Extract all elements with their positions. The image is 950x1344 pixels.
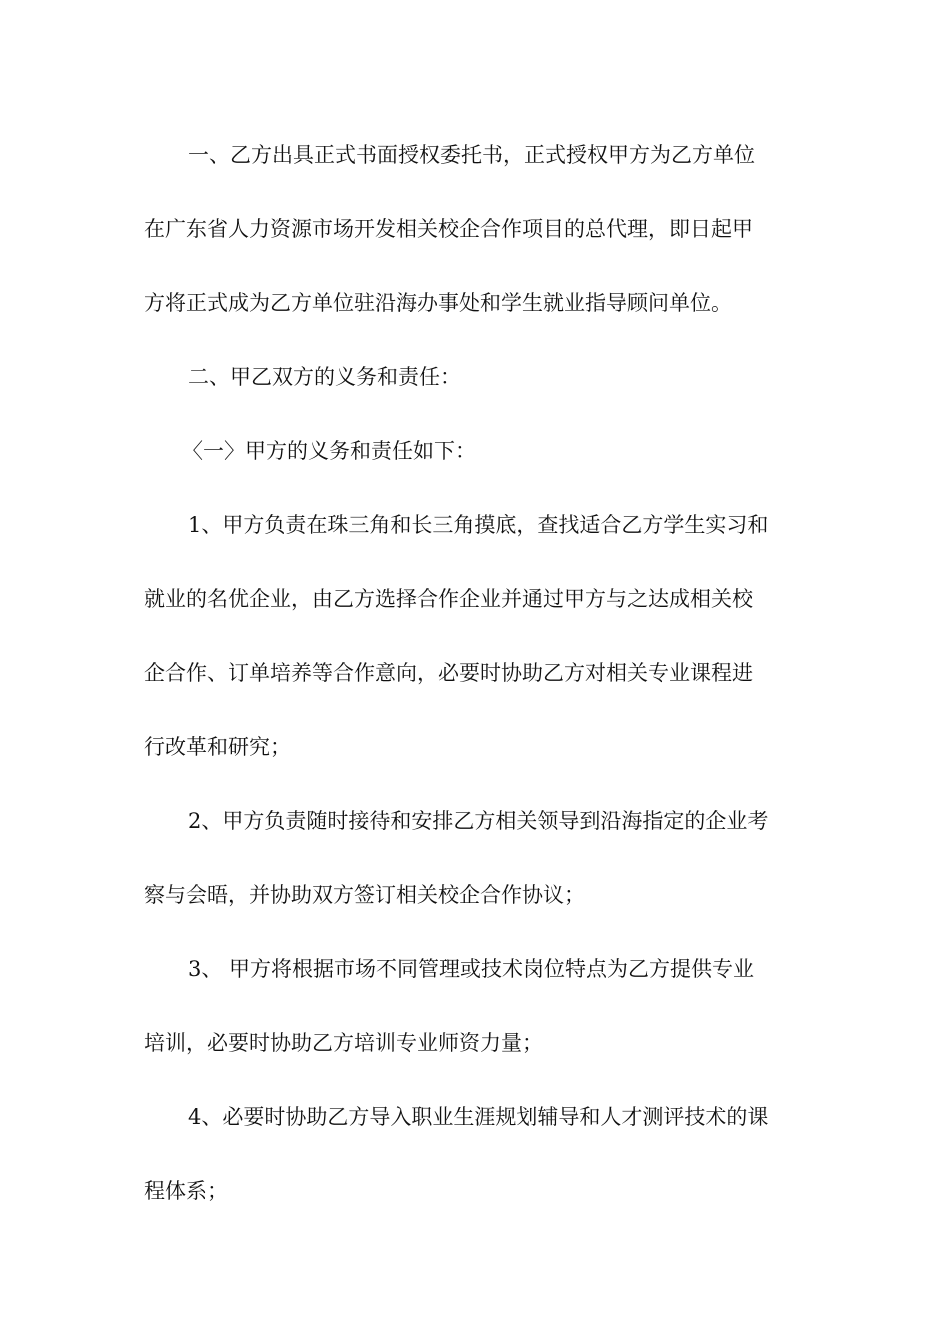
clause-2 bbox=[144, 784, 814, 932]
text-line: 2、甲方负责随时接待和安排乙方相关领导到沿海指定的企业考 bbox=[188, 809, 769, 833]
text-line: 3、 甲方将根据市场不同管理或技术岗位特点为乙方提供专业 bbox=[188, 957, 755, 981]
clause-4 bbox=[144, 1080, 814, 1228]
text-line: 察与会晤，并协助双方签订相关校企合作协议； bbox=[144, 883, 585, 907]
text-line: 企合作、订单培养等合作意向，必要时协助乙方对相关专业课程进 bbox=[144, 661, 753, 685]
text-line: 1、甲方负责在珠三角和长三角摸底，查找适合乙方学生实习和 bbox=[188, 513, 769, 537]
text-line: 4、必要时协助乙方导入职业生涯规划辅导和人才测评技术的课 bbox=[188, 1105, 769, 1129]
text-line: 二、甲乙双方的义务和责任： bbox=[188, 365, 461, 389]
text-line: 就业的名优企业，由乙方选择合作企业并通过甲方与之达成相关校 bbox=[144, 587, 753, 611]
clause-3 bbox=[144, 932, 814, 1080]
text-line: 程体系； bbox=[144, 1179, 228, 1203]
text-line: 行改革和研究； bbox=[144, 735, 291, 759]
text-line: 培训，必要时协助乙方培训专业师资力量； bbox=[144, 1031, 543, 1055]
text-line: 〈一〉甲方的义务和责任如下： bbox=[182, 439, 476, 463]
text-line: 一、乙方出具正式书面授权委托书，正式授权甲方为乙方单位 bbox=[188, 143, 755, 167]
clause-1 bbox=[144, 488, 814, 784]
subheading-party-a bbox=[144, 414, 814, 488]
text-line: 方将正式成为乙方单位驻沿海办事处和学生就业指导顾问单位。 bbox=[144, 291, 732, 315]
paragraph-authorization bbox=[144, 118, 814, 340]
heading-obligations bbox=[144, 340, 814, 414]
text-line: 在广东省人力资源市场开发相关校企合作项目的总代理，即日起甲 bbox=[144, 217, 753, 241]
